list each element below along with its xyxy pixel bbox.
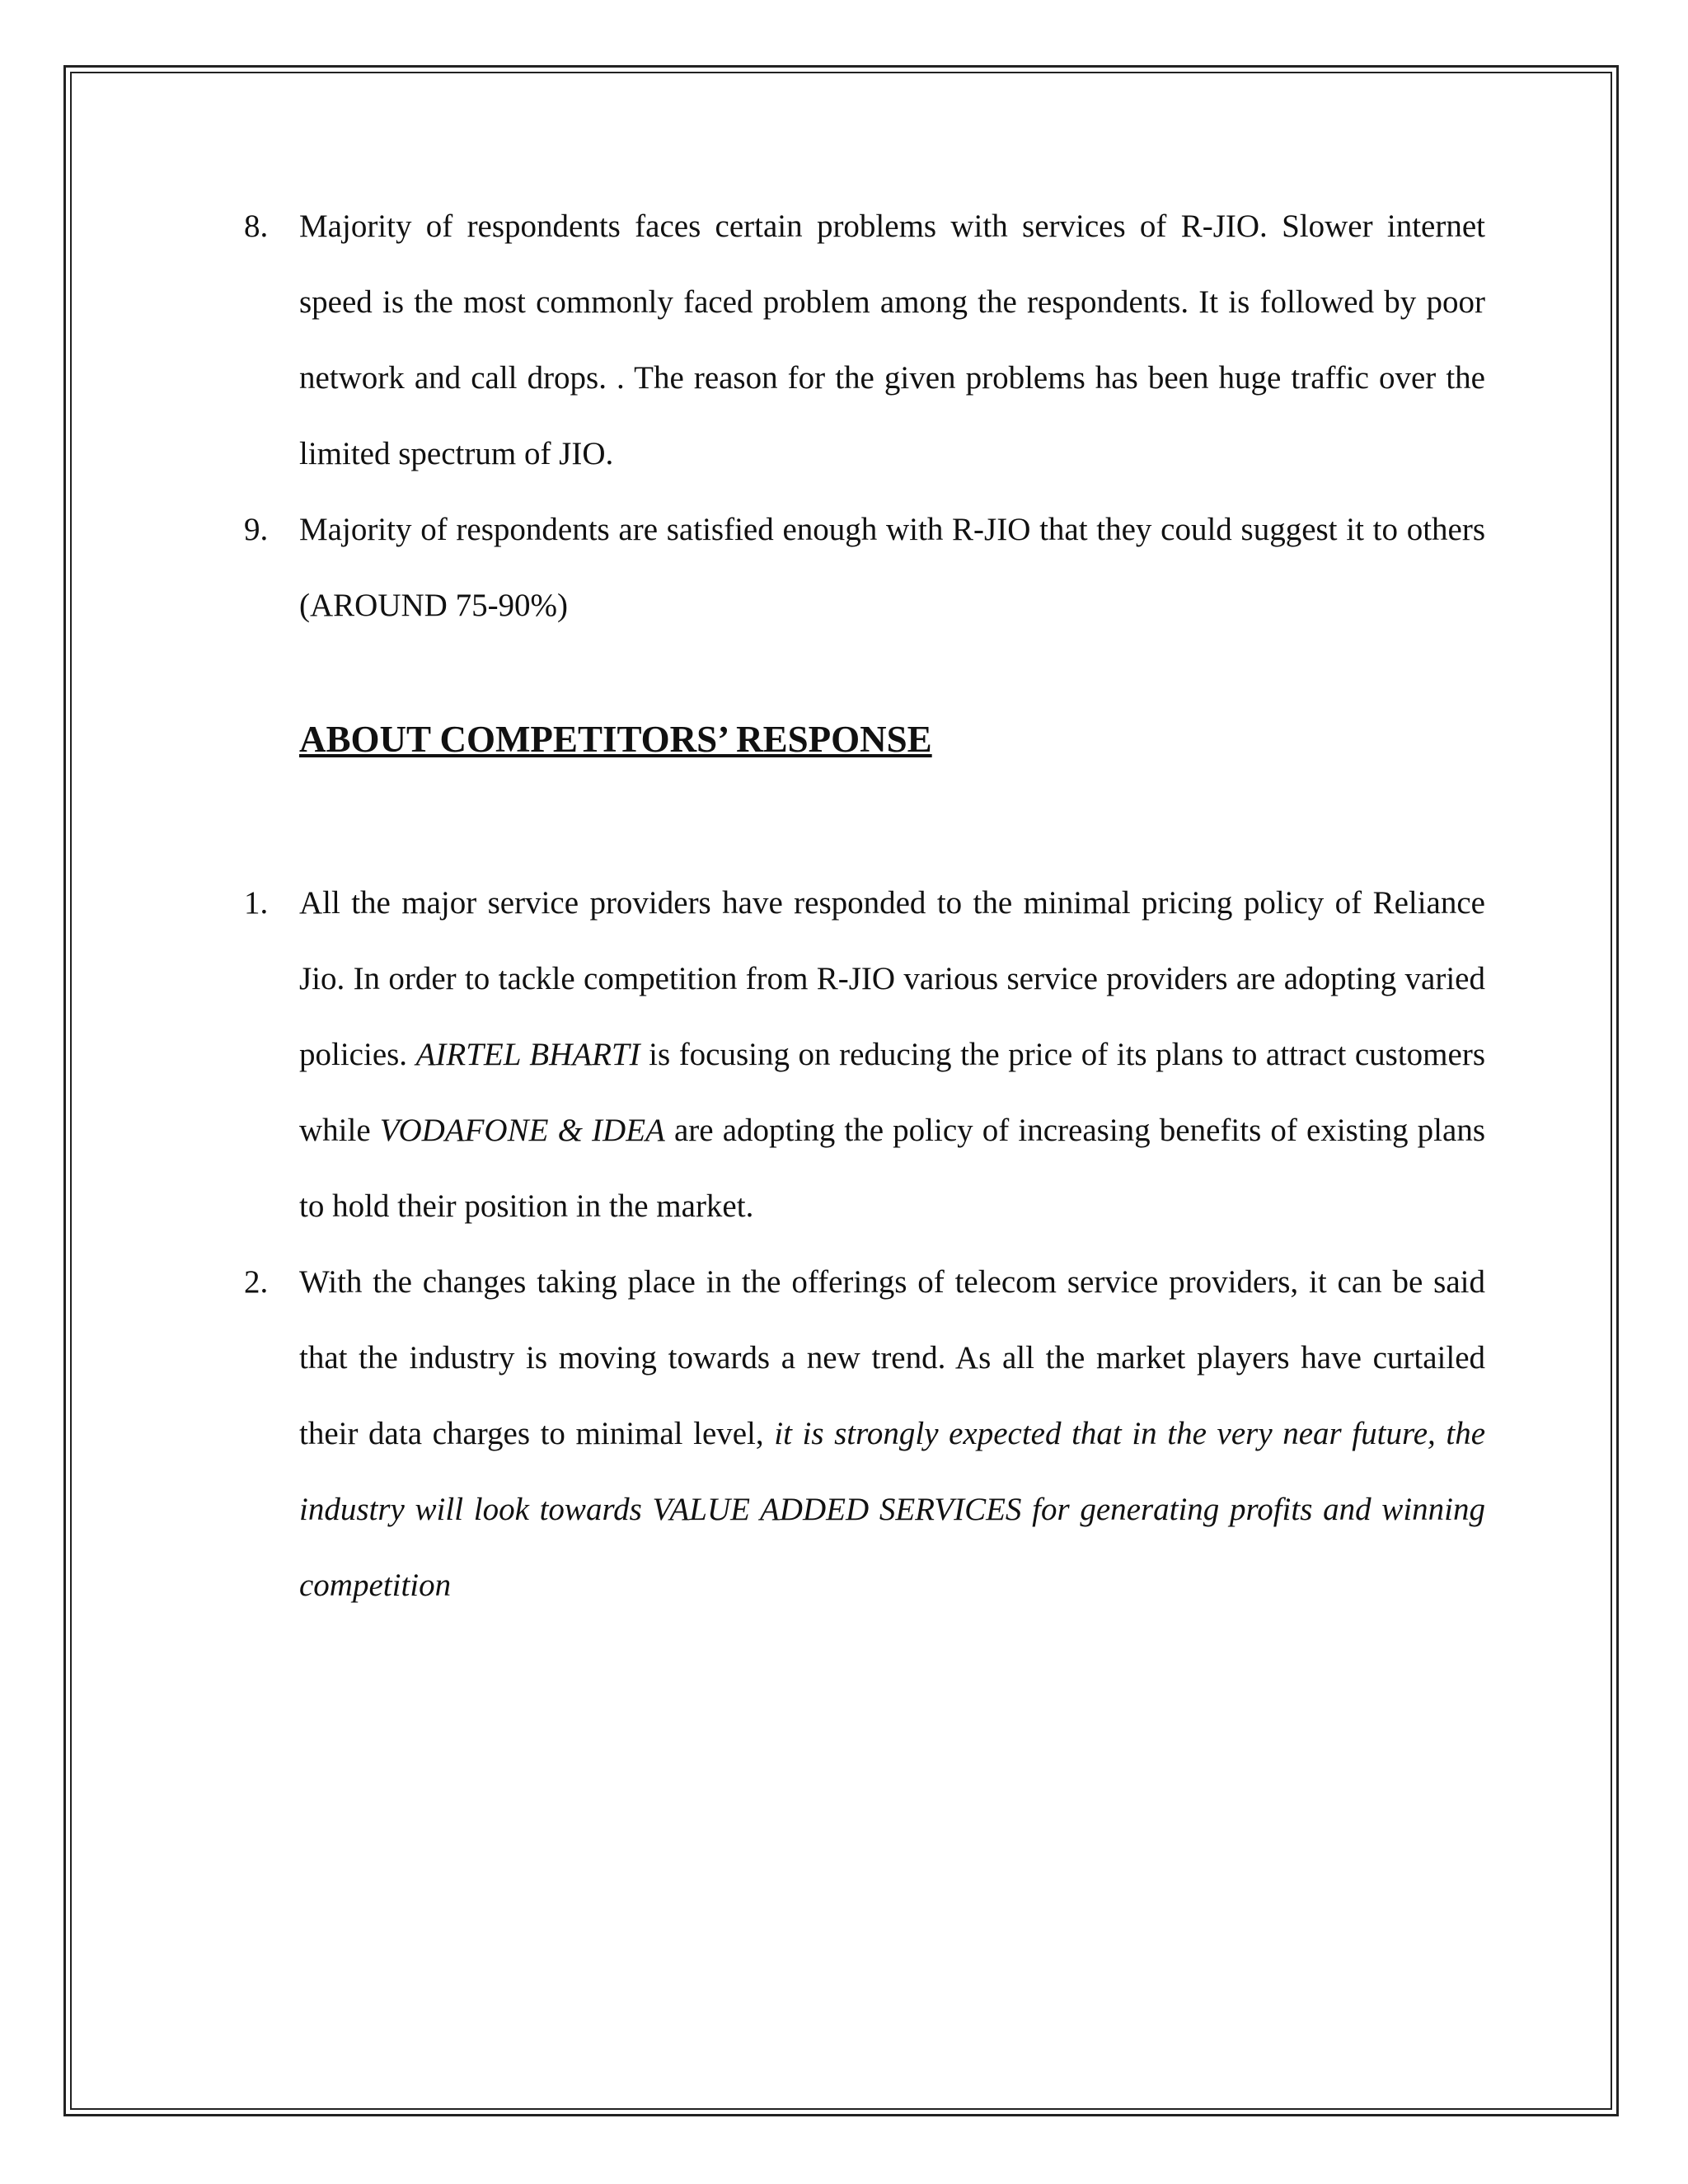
list-number: 8.: [244, 209, 269, 244]
text-run: All the major service providers have responded to the minimal pricing policy of Reliance Jio. In order to tackle competition from R-JIO various service providers are adopting varied policies.: [299, 885, 1485, 1072]
list-item-text: Majority of respondents faces certain problems with services of R-JIO. Slower internet speed is the most commonly faced problem among the respondents. It is followed by poor network and call drops. . The reason for the given problems has been huge traffic over the limited spectrum of JIO.: [299, 209, 1485, 471]
list-item-8: [244, 189, 1485, 492]
list-number: 1.: [244, 885, 269, 921]
competitor-item-2: [244, 1244, 1485, 1624]
competitor-item-1: [244, 865, 1485, 1244]
list-number: 9.: [244, 512, 269, 547]
text-run: With the changes taking place in the offerings of telecom service providers, it can be said that the industry is moving towards a new trend. As all the market players have curtailed their data charges to minimal level,: [299, 1264, 1485, 1451]
list-item-text: [299, 885, 1485, 1224]
document-body: [244, 189, 1485, 1624]
italic-company-vodafone-idea: VODAFONE & IDEA: [379, 1113, 665, 1148]
text-run: is focusing on reducing the price of its plans to attract customers while: [299, 1037, 1485, 1148]
italic-company-airtel: AIRTEL BHARTI: [415, 1037, 640, 1072]
list-item-text: [299, 1264, 1485, 1603]
section-heading: ABOUT COMPETITORS’ RESPONSE: [299, 719, 932, 760]
list-item-text: Majority of respondents are satisfied enough with R-JIO that they could suggest it to others (AROUND 75-90%): [299, 512, 1485, 623]
list-number: 2.: [244, 1264, 269, 1300]
italic-conclusion: it is strongly expected that in the very near future, the industry will look towards VALUE ADDED SERVICES for generating profits and winning competition: [299, 1416, 1485, 1603]
text-run: are adopting the policy of increasing benefits of existing plans to hold their position in the market.: [299, 1113, 1485, 1224]
list-item-9: [244, 492, 1485, 644]
